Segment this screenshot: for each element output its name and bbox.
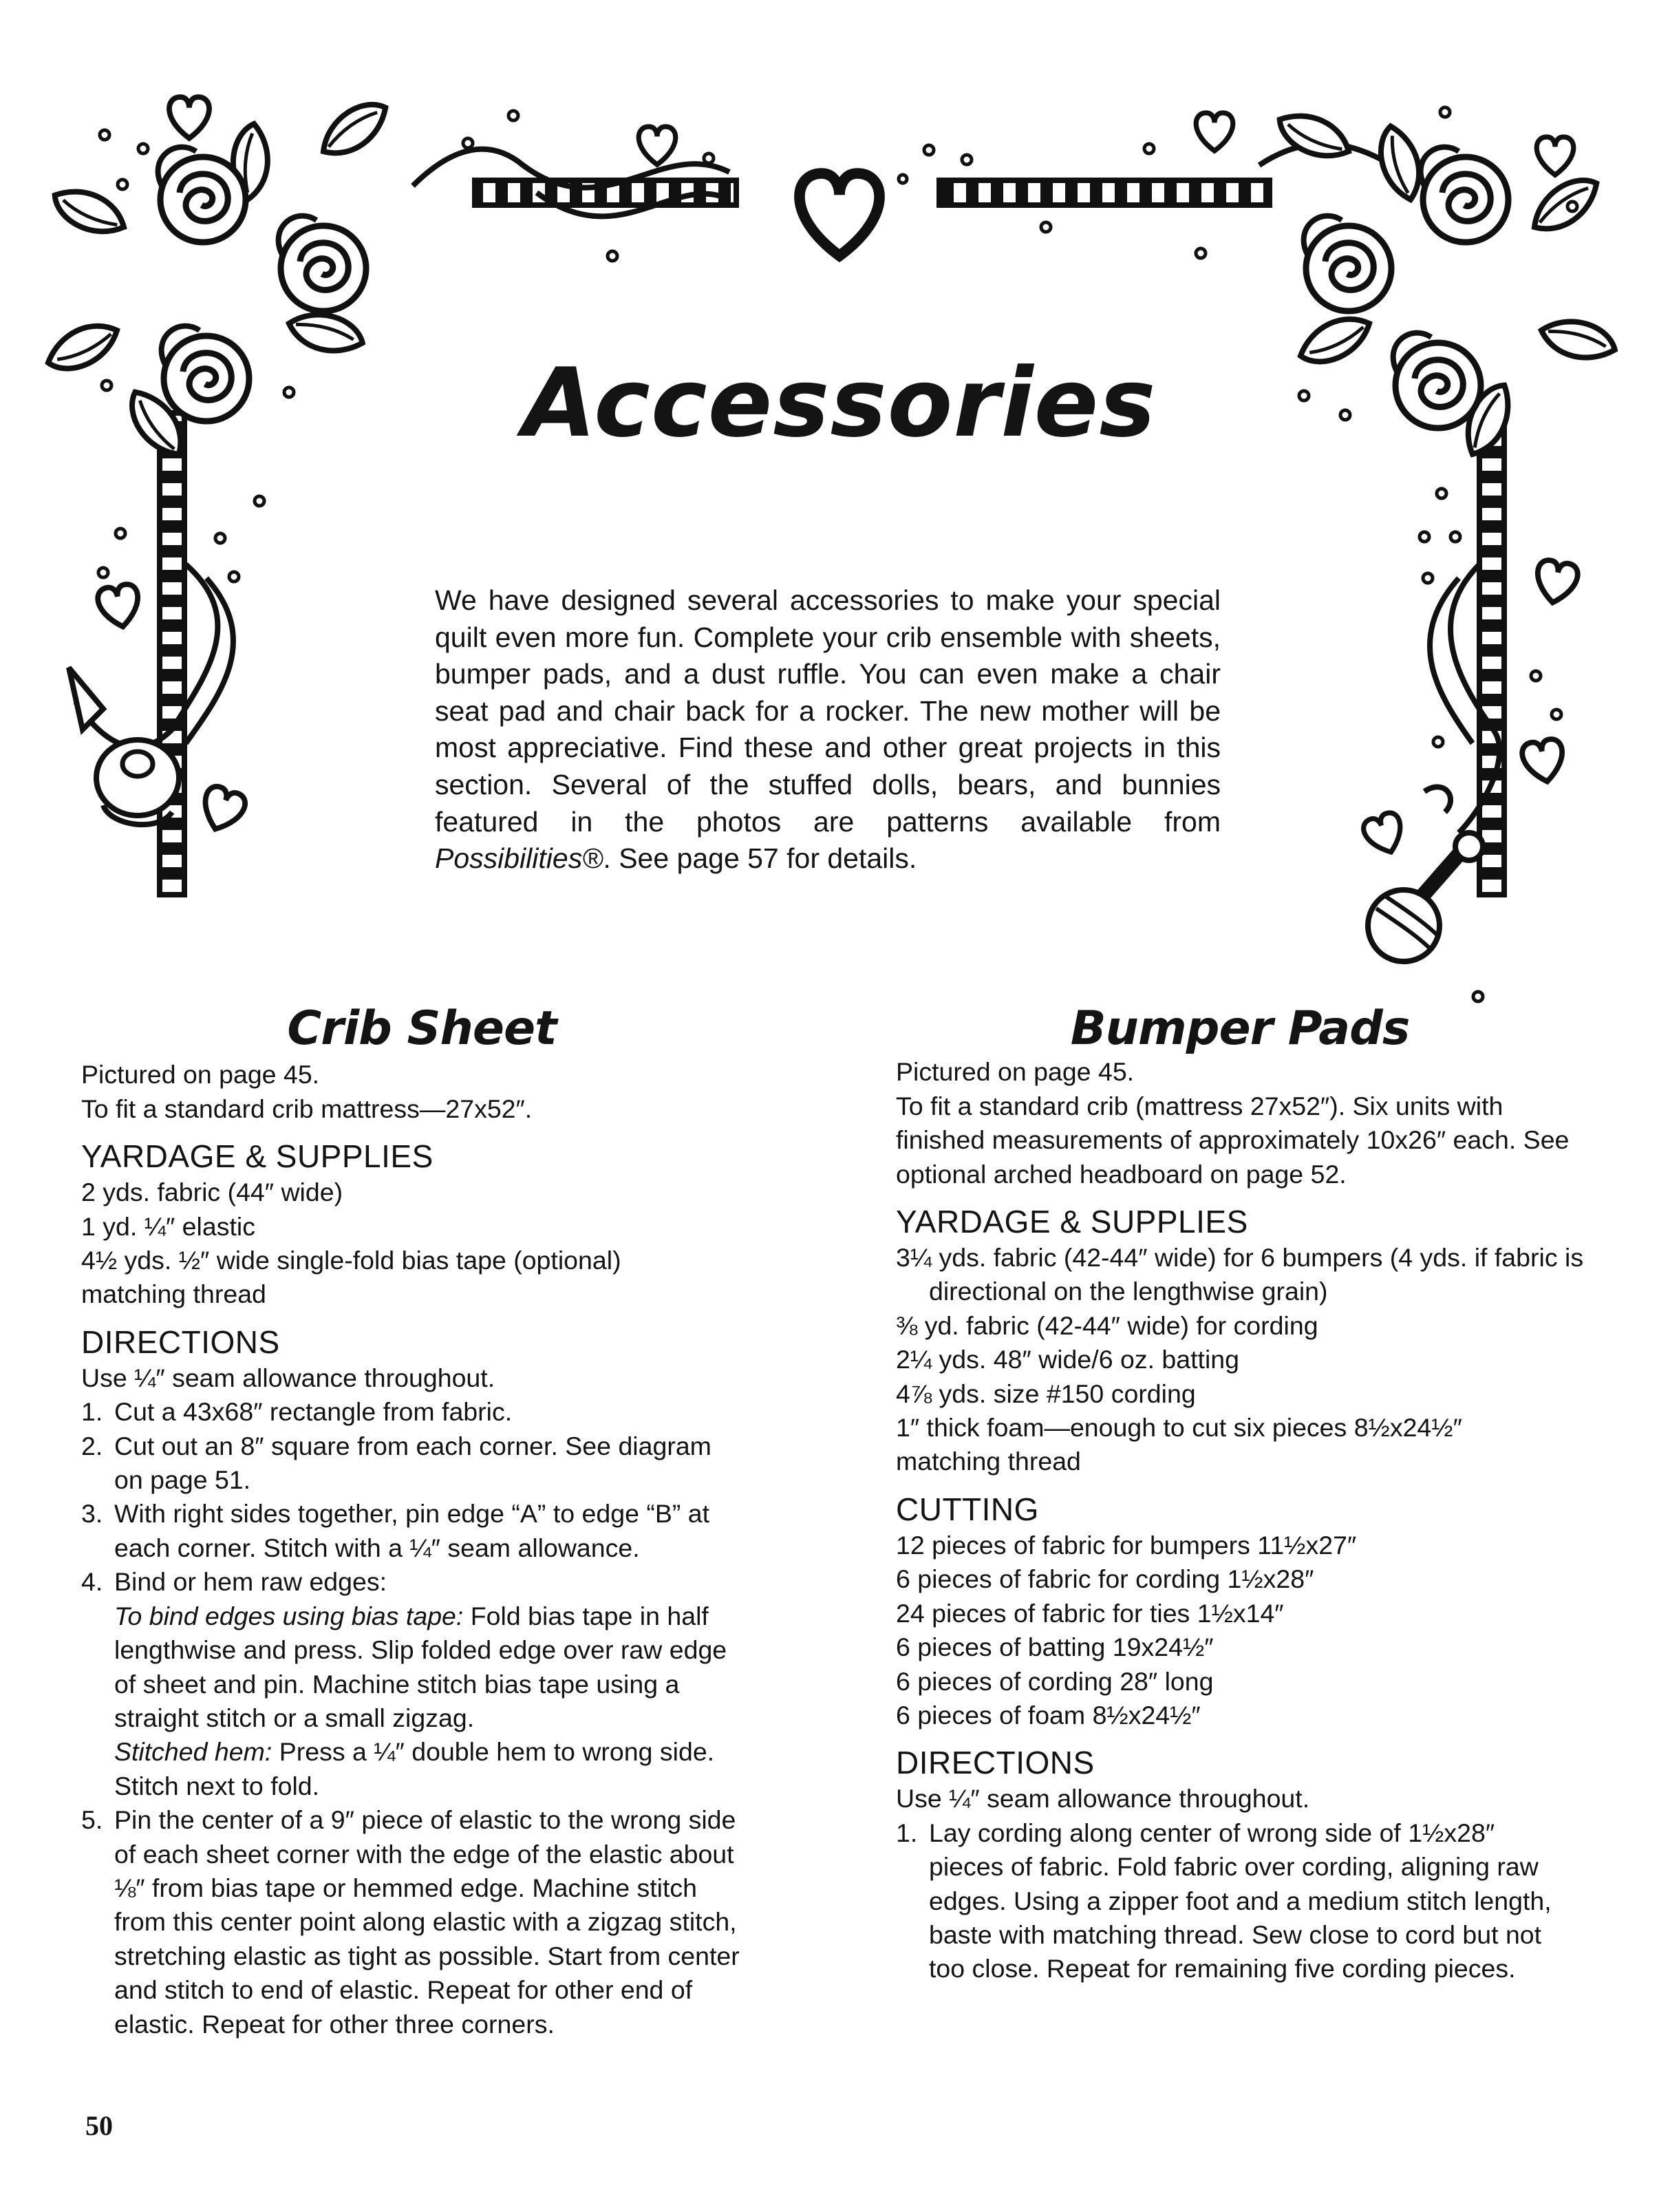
step-number: 5. (81, 1805, 103, 1835)
bumper-pads-step (896, 1816, 1584, 1986)
step-text: Bind or hem raw edges: (114, 1567, 387, 1597)
step-text: Cut out an 8″ square from each corner. See diagram on page 51. (114, 1431, 711, 1495)
crib-sheet-bias-option (81, 1599, 734, 1736)
bumper-pads-cutting-item: 6 pieces of batting 19x24½″ (896, 1633, 1214, 1662)
bumper-pads-yardage-item: 2¼ yds. 48″ wide/6 oz. batting (896, 1345, 1239, 1374)
intro-text: We have designed several accessories to make your special quilt even more fun. Complete your crib ensemble with sheets, bumper pads, and a dust ruffle. You can even make a chair seat pad and chair back for a rocker. The new mother will be most appreciative. Find these and other great projects in this section. Several of the stuffed dolls, bears, and bunnies featured in the photos are patterns available from (435, 584, 1221, 838)
crib-sheet-yardage-item: 4½ yds. ½″ wide single-fold bias tape (optional) (81, 1246, 621, 1275)
crib-sheet-yardage-item: 1 yd. ¼″ elastic (81, 1211, 255, 1241)
bumper-pads-yardage-item: 1″ thick foam—enough to cut six pieces 8½x24½″ (896, 1413, 1462, 1443)
bumper-pads-cutting-item: 6 pieces of foam 8½x24½″ (896, 1700, 1201, 1730)
step-number: 2. (81, 1431, 103, 1460)
page-title: Accessories (522, 348, 1157, 458)
bumper-pads-yardage-item: 3¼ yds. fabric (42-44″ wide) for 6 bumpers (4 yds. if fabric is directional on the lengthwise grain) (896, 1243, 1584, 1306)
bumper-pads-yardage-item: matching thread (896, 1447, 1081, 1476)
bumper-pads-cutting-item: 6 pieces of fabric for cording 1½x28″ (896, 1564, 1314, 1594)
step-text: Pin the center of a 9″ piece of elastic to the wrong side of each sheet corner with the edge of the elastic about ⅛″ from bias tape or hemmed edge. Machine stitch from this center point along elastic with a zigzag stitch, stretching elastic as tight as possible. Start from center and stitch to end of elastic. Repeat for other end of elastic. Repeat for other three corners. (114, 1805, 740, 2039)
crib-sheet-directions-heading: DIRECTIONS (81, 1323, 280, 1360)
crib-sheet-pictured: Pictured on page 45. (81, 1060, 320, 1089)
step-text: Lay cording along center of wrong side of 1½x28″ pieces of fabric. Fold fabric over cording, aligning raw edges. Using a zipper foot and a medium stitch length, baste with matching thread. Sew close to cord but not too close. Repeat for remaining five cording pieces. (929, 1818, 1552, 1984)
bumper-pads-cutting-item: 12 pieces of fabric for bumpers 11½x27″ (896, 1530, 1357, 1560)
bumper-pads-cutting-heading: CUTTING (896, 1491, 1039, 1527)
step-number: 4. (81, 1567, 103, 1597)
bumper-pads-directions-heading: DIRECTIONS (896, 1745, 1095, 1781)
crib-sheet-step (81, 1565, 769, 1599)
step-number: 1. (896, 1818, 918, 1847)
page-number: 50 (85, 2110, 113, 2141)
crib-sheet-yardage-heading: YARDAGE & SUPPLIES (81, 1138, 434, 1175)
step-text: Cut a 43x68″ rectangle from fabric. (114, 1397, 513, 1427)
crib-sheet-heading: Crib Sheet (287, 1001, 557, 1056)
crib-sheet-fit: To fit a standard crib mattress—27x52″. (81, 1094, 533, 1123)
intro-paragraph (435, 582, 1221, 878)
left-rose-cluster (41, 95, 396, 465)
crib-sheet-step (81, 1395, 769, 1429)
bumper-pads-fit: To fit a standard crib (mattress 27x52″). Six units with finished measurements of approximately 10x26″ each. See optional arched headboard on page 52. (896, 1091, 1570, 1189)
crib-sheet-step (81, 1429, 769, 1498)
bumper-pads-yardage-item: 4⅞ yds. size #150 cording (896, 1379, 1196, 1408)
crib-sheet-seam-note: Use ¼″ seam allowance throughout. (81, 1363, 495, 1392)
bumper-pads-cutting-item: 6 pieces of cording 28″ long (896, 1666, 1214, 1696)
step-number: 1. (81, 1397, 103, 1427)
crib-sheet-section (81, 1001, 769, 2041)
bumper-pads-seam-note: Use ¼″ seam allowance throughout. (896, 1784, 1310, 1814)
bumper-pads-heading: Bumper Pads (1070, 1001, 1410, 1056)
bumper-pads-yardage-item: ⅜ yd. fabric (42-44″ wide) for cording (896, 1310, 1318, 1340)
bumper-pads-pictured: Pictured on page 45. (896, 1057, 1135, 1087)
bias-option-label: To bind edges using bias tape: (114, 1601, 464, 1630)
hem-option-label: Stitched hem: (114, 1737, 272, 1767)
crib-sheet-yardage-item: 2 yds. fabric (44″ wide) (81, 1178, 343, 1207)
intro-brand: Possibilities® (435, 842, 603, 875)
intro-text-end: . See page 57 for details. (603, 842, 917, 875)
step-number: 3. (81, 1499, 103, 1529)
crib-sheet-hem-option (81, 1735, 734, 1803)
bias-option-text: Fold bias tape in half lengthwise and press. Slip folded edge over raw edge of sheet and pin. Machine stitch bias tape using a straight stitch or a small zigzag. (114, 1601, 727, 1732)
crib-sheet-step (81, 1803, 769, 2041)
crib-sheet-yardage-item: matching thread (81, 1279, 266, 1309)
crib-sheet-step (81, 1497, 769, 1565)
bumper-pads-cutting-item: 24 pieces of fabric for ties 1½x14″ (896, 1598, 1284, 1628)
hem-option-text: Press a ¼″ double hem to wrong side. Stitch next to fold. (114, 1737, 715, 1800)
bumper-pads-section (896, 1001, 1584, 1986)
bumper-pads-yardage-heading: YARDAGE & SUPPLIES (896, 1204, 1248, 1240)
step-text: With right sides together, pin edge “A” to edge “B” at each corner. Stitch with a ¼″ seam allowance. (114, 1499, 710, 1562)
